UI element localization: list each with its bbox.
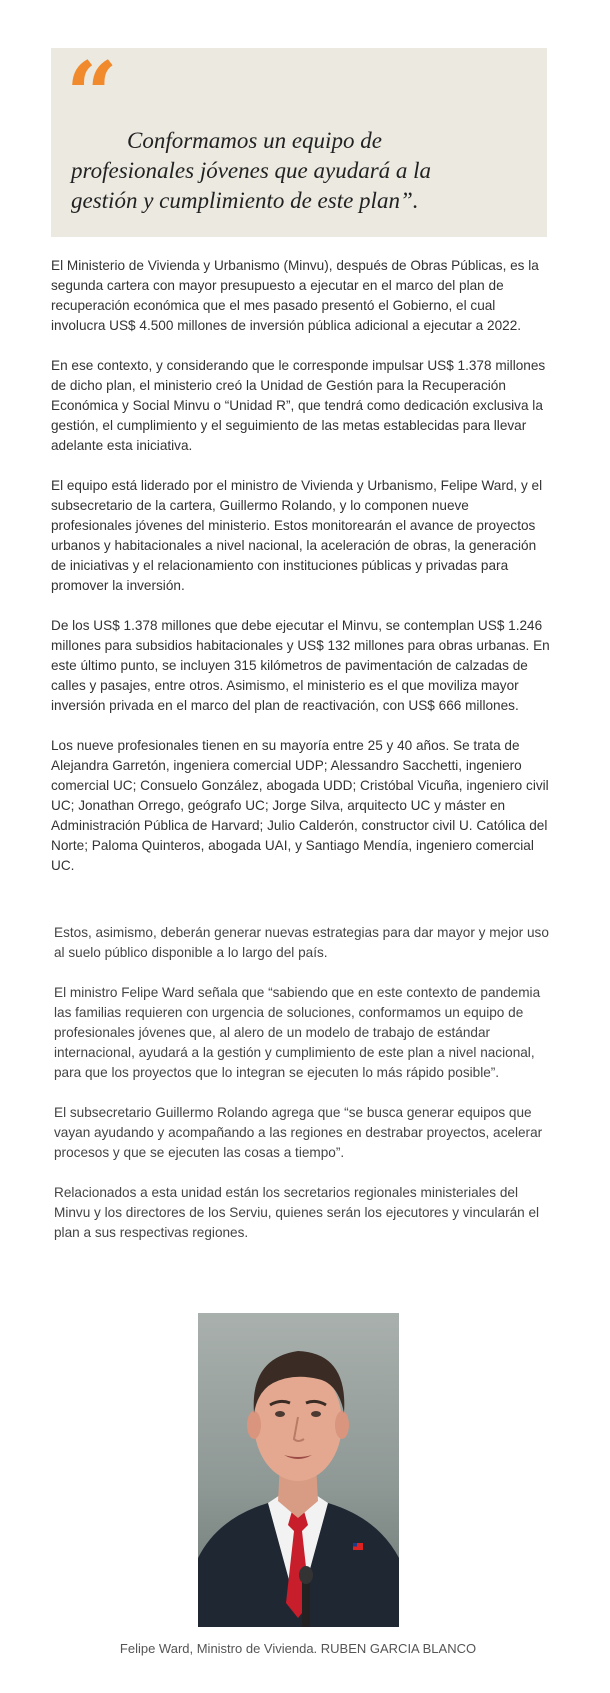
paragraph: Relacionados a esta unidad están los secretarios regionales ministeriales del Minvu y los directores de los Serviu, quienes serán los ejecutores y vincularán el plan a sus respectivas regiones. (54, 1185, 540, 1240)
paragraph: Estos, asimismo, deberán generar nuevas estrategias para dar mayor y mejor uso al suelo público disponible a lo largo del país. (54, 925, 549, 960)
paragraph: De los US$ 1.378 millones que debe ejecutar el Minvu, se contemplan US$ 1.246 millones para subsidios habitacionales y US$ 132 millones para obras urbanas. En este último punto, se incluyen 315 kilómetros de pavimentación de calzadas de calles y pasajes, entre otros. Asimismo, el ministerio es el que moviliza mayor inversión privada en el marco del plan de reactivación, con US$ 666 millones. (51, 618, 550, 713)
paragraph: El Ministerio de Vivienda y Urbanismo (Minvu), después de Obras Públicas, es la segunda cartera con mayor presupuesto a ejecutar en el marco del plan de recuperación económica que el mes pasado presentó el Gobierno, el cual involucra US$ 4.500 millones de inversión pública adicional a ejecutar a 2022. (51, 258, 539, 333)
portrait-illustration (198, 1313, 399, 1627)
pull-quote (51, 42, 547, 237)
quote-mark-icon: “ (66, 42, 118, 148)
photo-caption: Felipe Ward, Ministro de Vivienda. RUBEN GARCIA BLANCO (119, 1641, 477, 1656)
paragraph: En ese contexto, y considerando que le corresponde impulsar US$ 1.378 millones de dicho plan, el ministerio creó la Unidad de Gestión para la Recuperación Económica y Social Minvu o “Unidad R”, que tendrá como dedicación exclusiva la gestión, el cumplimiento y el seguimiento de las metas establecidas para llevar adelante esta iniciativa. (51, 358, 546, 453)
portrait-photo (198, 1313, 399, 1627)
paragraph: El equipo está liderado por el ministro de Vivienda y Urbanismo, Felipe Ward, y el subsecretario de la cartera, Guillermo Rolando, y lo componen nueve profesionales jóvenes del ministerio. Estos monitorearán el avance de proyectos urbanos y habitacionales a nivel nacional, la aceleración de obras, la generación de iniciativas y el relacionamiento con instituciones públicas y privadas para promover la inversión. (51, 478, 543, 593)
article-body-continued (54, 923, 554, 1263)
paragraph: El subsecretario Guillermo Rolando agrega que “se busca generar equipos que vayan ayudando y acompañando a las regiones en destrabar proyectos, acelerar procesos y que se ejecuten las cosas a tiempo”. (54, 1105, 543, 1160)
paragraph: El ministro Felipe Ward señala que “sabiendo que en este contexto de pandemia las familias requieren con urgencia de soluciones, conformamos un equipo de profesionales jóvenes que, al alero de un modelo de trabajo de estándar internacional, ayudará a la gestión y cumplimiento de este plan a nivel nacional, para que los proyectos que lo integran se ejecuten lo más rápido posible”. (54, 985, 541, 1080)
paragraph: Los nueve profesionales tienen en su mayoría entre 25 y 40 años. Se trata de Alejandra Garretón, ingeniera comercial UDP; Alessandro Sacchetti, ingeniero comercial UC; Consuelo González, abogada UDD; Cristóbal Vicuña, ingeniero civil UC; Jonathan Orrego, geógrafo UC; Jorge Silva, arquitecto UC y máster en Administración Pública de Harvard; Julio Calderón, constructor civil U. Católica del Norte; Paloma Quinteros, abogada UAI, y Santiago Mendía, ingeniero comercial UC. (51, 738, 549, 873)
article-body (51, 256, 551, 896)
quote-text: Conformamos un equipo de profesionales jóvenes que ayudará a la gestión y cumplimiento de este plan”. (71, 128, 432, 213)
